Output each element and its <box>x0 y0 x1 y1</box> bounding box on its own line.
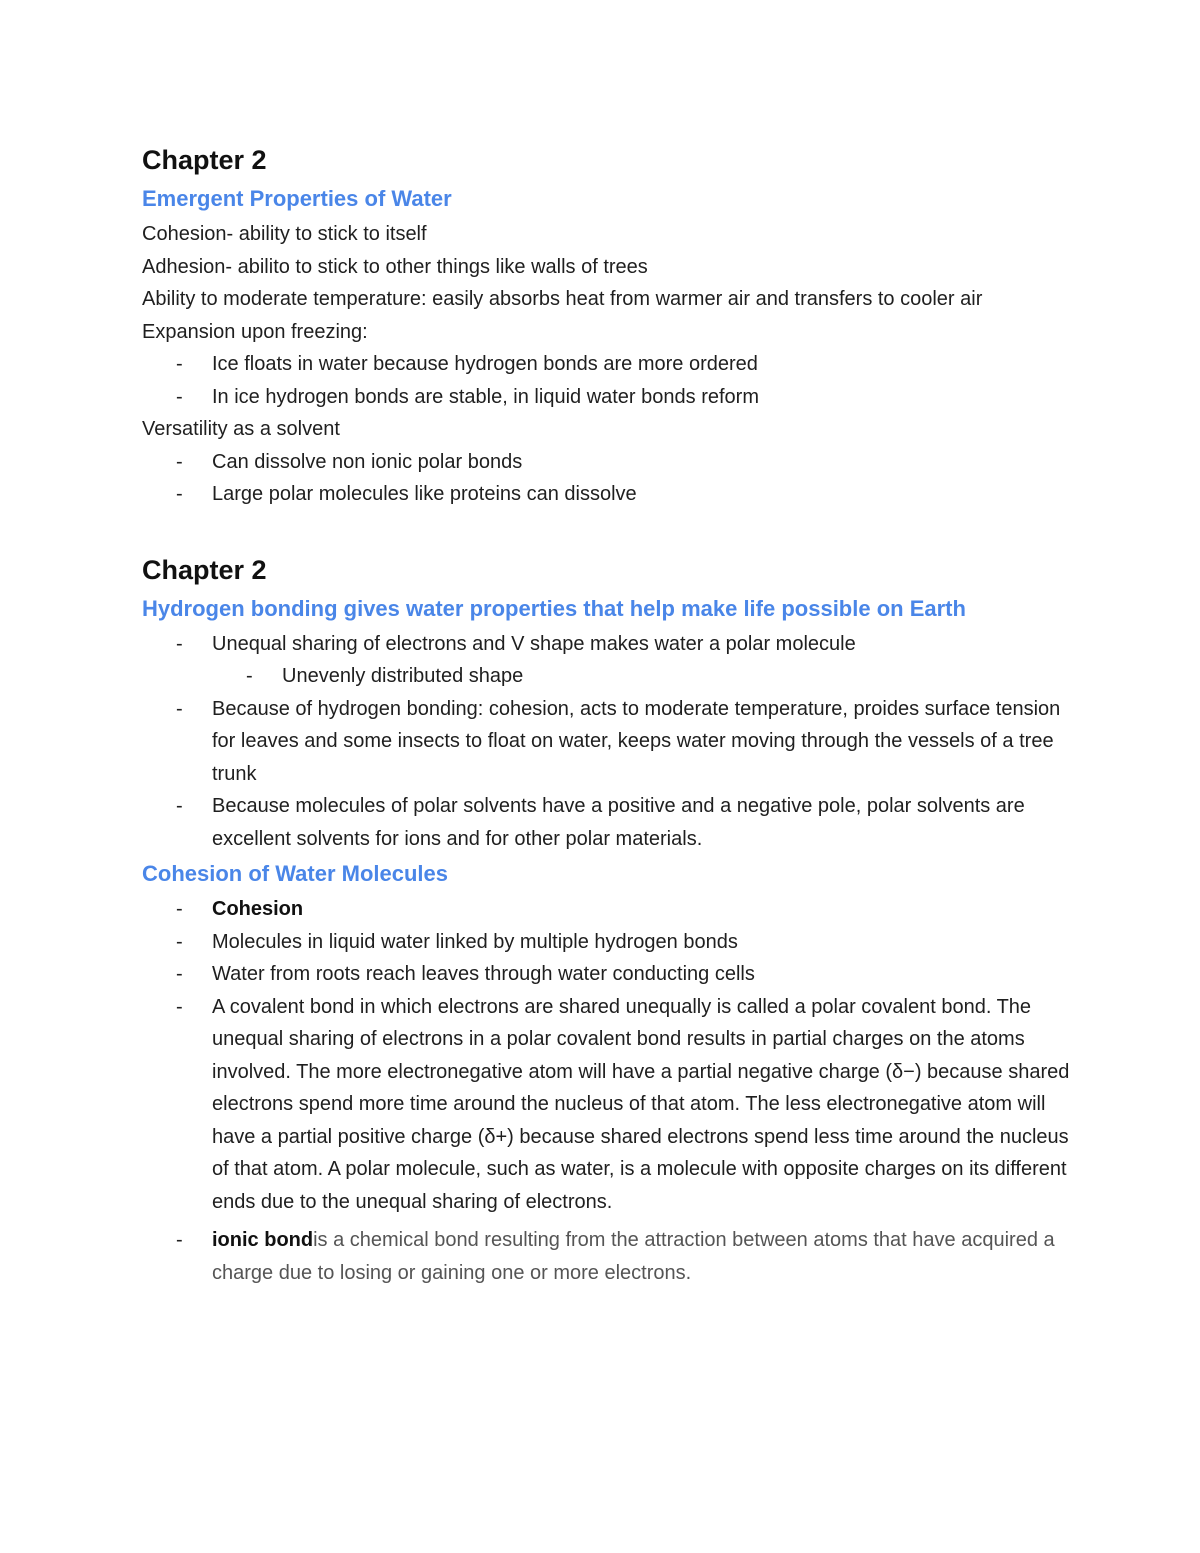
list-item: - Water from roots reach leaves through water conducting cells <box>142 958 1072 991</box>
list-item: - Molecules in liquid water linked by multiple hydrogen bonds <box>142 926 1072 959</box>
list-item <box>142 893 1072 926</box>
list-item: - Large polar molecules like proteins can dissolve <box>142 478 1072 511</box>
document-page <box>142 140 1072 1289</box>
chapter-title-1: Chapter 2 <box>142 145 267 175</box>
list-item: - Unevenly distributed shape <box>142 660 1072 693</box>
cohesion-list <box>142 893 1072 1289</box>
ionic-bond-term: ionic bond <box>212 1229 314 1251</box>
solvent-label: Versatility as a solvent <box>142 418 340 440</box>
list-item: - Because of hydrogen bonding: cohesion, acts to moderate temperature, proides surface tension for leaves and some insects to float on water, keeps water moving through the vessels of a tree trunk <box>142 693 1072 791</box>
cohesion-term: Cohesion <box>212 898 304 920</box>
heading-hydrogen-bonding: Hydrogen bonding gives water properties that help make life possible on Earth <box>142 595 966 621</box>
list-item <box>142 1224 1072 1289</box>
adhesion-definition: Adhesion- abilito to stick to other things like walls of trees <box>142 255 648 278</box>
heading-emergent-properties: Emergent Properties of Water <box>142 186 452 211</box>
list-item: - Unequal sharing of electrons and V shape makes water a polar molecule <box>142 628 1072 661</box>
chapter-title-2: Chapter 2 <box>142 554 267 585</box>
cohesion-definition: Cohesion- ability to stick to itself <box>142 223 427 245</box>
list-item: - Can dissolve non ionic polar bonds <box>142 446 1072 479</box>
temperature-definition: Ability to moderate temperature: easily absorbs heat from warmer air and transfers to cooler air <box>142 288 983 310</box>
hydrogen-bonding-list <box>142 628 1072 661</box>
list-item: - Ice floats in water because hydrogen bonds are more ordered <box>142 348 1072 381</box>
heading-cohesion-of-water: Cohesion of Water Molecules <box>142 861 449 886</box>
list-item: - Because molecules of polar solvents have a positive and a negative pole, polar solvents are excellent solvents for ions and for other polar materials. <box>142 790 1072 855</box>
expansion-label: Expansion upon freezing: <box>142 320 368 343</box>
expansion-list <box>142 348 1072 413</box>
nested-list <box>142 660 1072 693</box>
hydrogen-bonding-list-cont <box>142 693 1072 856</box>
solvent-list <box>142 446 1072 511</box>
list-item: - A covalent bond in which electrons are shared unequally is called a polar covalent bond. The unequal sharing of electrons in a polar covalent bond results in partial charges on the atoms involved. The more electronegative atom will have a partial negative charge (δ−) because shared electrons spend more time around the nucleus of that atom. The less electronegative atom will have a partial positive charge (δ+) because shared electrons spend less time around the nucleus of that atom. A polar molecule, such as water, is a molecule with opposite charges on its different ends due to the unequal sharing of electrons. <box>142 991 1072 1219</box>
ionic-bond-definition: is a chemical bond resulting from the attraction between atoms that have acquired a charge due to losing or gaining one or more electrons. <box>212 1229 1055 1284</box>
list-item: - In ice hydrogen bonds are stable, in liquid water bonds reform <box>142 381 1072 414</box>
